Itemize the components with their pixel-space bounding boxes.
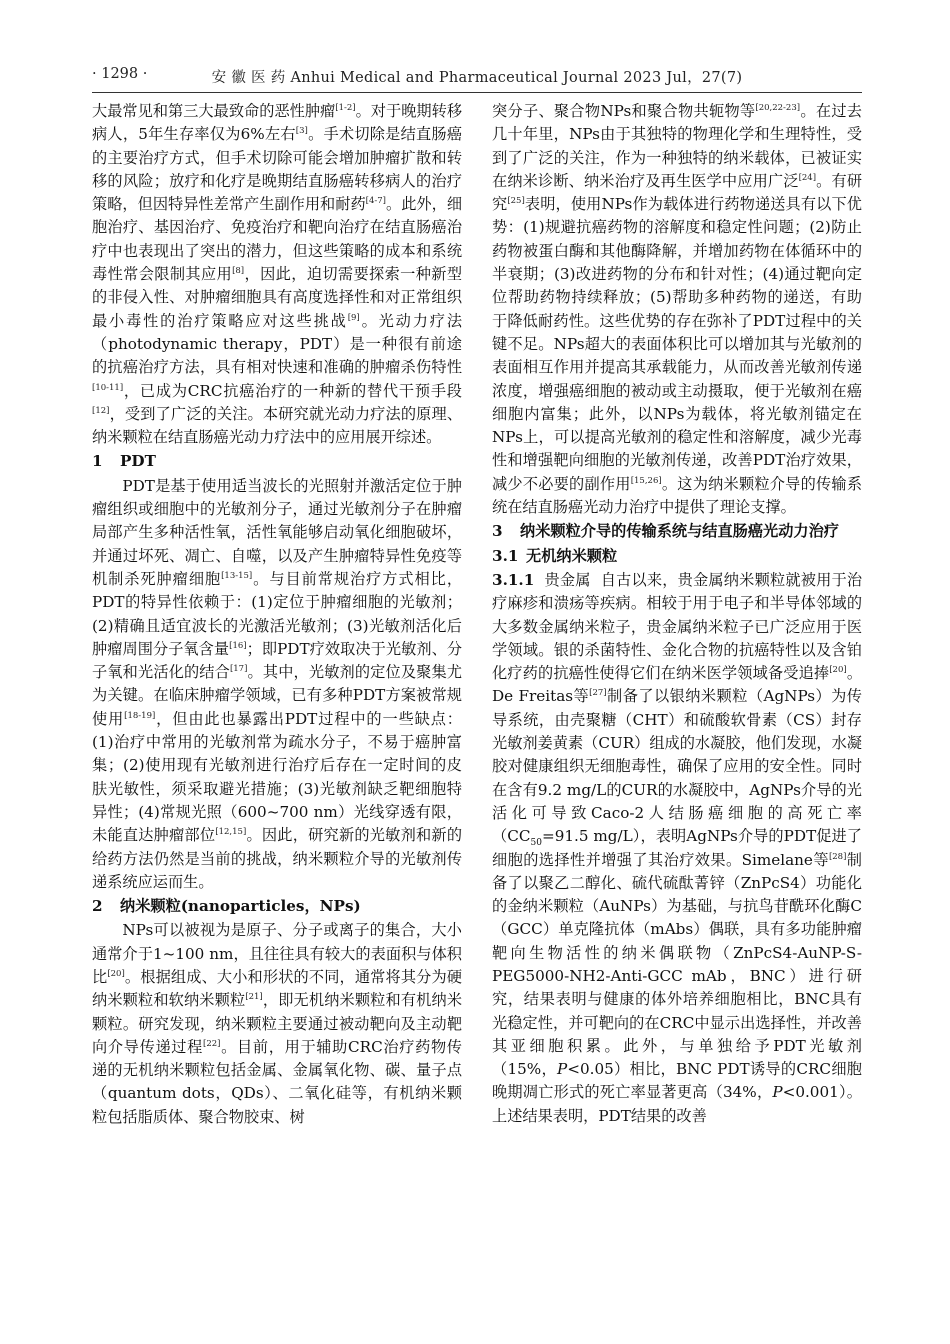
citation: [4-7]: [365, 196, 386, 207]
text-run: 。与目前常规治疗方式相比，PDT的特异性依赖于：(1)定位于肿瘤细胞的光敏剂；(2)精确且适宜波长的光激活光敏剂；(3)光敏剂活化后肿瘤周围分子氧含量: [92, 569, 463, 658]
section-heading-3: [492, 520, 862, 543]
text-run: 。这为纳米颗粒介导的传输系统在结直肠癌光动力治疗中提供了理论支撑。: [492, 474, 863, 517]
citation: [20]: [107, 968, 125, 979]
left-column: [92, 100, 462, 1129]
citation: [13-15]: [221, 570, 253, 581]
italic-symbol: P: [557, 1060, 568, 1079]
journal-title: 安 徽 医 药 Anhui Medical and Pharmaceutical Journal 2023 Jul，27(7): [211, 70, 743, 86]
text-run: 大最常见和第三大最致命的恶性肿瘤: [92, 102, 336, 120]
text-run: 。有研究: [492, 171, 862, 214]
text-run: ，受到了广泛的关注。本研究就光动力疗法的原理、纳米颗粒在结直肠癌光动力疗法中的应用展开综述。: [92, 404, 462, 447]
intro-paragraph: [92, 100, 462, 449]
citation: [18-19]: [124, 710, 156, 721]
noble-metal-text: [492, 571, 862, 1125]
text-run: ，即无机纳米颗粒和有机纳米颗粒。研究发现，纳米颗粒主要通过被动靶向及主动靶向介导传递过程: [92, 991, 462, 1056]
italic-symbol: P: [772, 1083, 783, 1102]
citation: [12]: [92, 405, 110, 416]
text-run: 。此外，细胞治疗、基因治疗、免疫治疗和靶向治疗在结直肠癌治疗中也表现出了突出的潜力，但这些策略的成本和系统毒性常会限制其应用: [92, 195, 462, 284]
text-run: PDT是基于使用适当波长的光照射并激活定位于肿瘤组织或细胞中的光敏剂分子，通过光敏剂分子在肿瘤局部产生多种活性氧，活性氧能够启动氧化细胞破坏，并通过坏死、凋亡、自噬，以及产生肿瘤特异性免疫等机制杀死肿瘤细胞: [92, 476, 462, 588]
pdt-paragraph: [92, 475, 462, 894]
citation: [27]: [589, 688, 607, 699]
nanoparticle-paragraph: [92, 919, 462, 1129]
text-run: ，但由此也暴露出PDT过程中的一些缺点：(1)治疗中常用的光敏剂常为疏水分子，不易于癌肿富集；(2)使用现有光敏剂进行治疗后存在一定时间的皮肤光敏性，须采取避光措施；(3)光敏剂缺乏靶细胞特异性；(4)常规光照（600~700 nm）光线穿透有限，未能直达肿瘤部位: [92, 709, 462, 845]
text-run: 突分子、聚合物NPs和聚合物共轭物等: [492, 102, 756, 120]
running-header: [92, 64, 862, 88]
citation: [28]: [828, 851, 847, 862]
text-run: 。手术切除是结直肠癌的主要治疗方式，但手术切除可能会增加肿瘤扩散和转移的风险；放疗和化疗是晚期结直肠癌转移病人的治疗策略，但因特异性差常产生副作用和耐药: [92, 125, 463, 214]
text-run: <0.001）。上述结果表明，PDT结果的改善: [492, 1083, 862, 1125]
text-run: ，因此，迫切需要探索一种新型的非侵入性、对肿瘤细胞具有高度选择性和对正常组织最小毒性的治疗策略应对这些挑战: [92, 265, 463, 330]
citation: [21]: [245, 992, 263, 1003]
text-run: ，已成为CRC抗癌治疗的一种新的替代干预手段: [123, 381, 462, 400]
text-run: 。光动力疗法（photodynamic therapy，PDT）是一种很有前途的抗癌治疗方法，具有相对快速和准确的肿瘤杀伤特性: [92, 311, 463, 377]
subsection-title: 无机纳米颗粒: [526, 546, 618, 565]
citation: [1-2]: [335, 102, 356, 113]
citation: [25]: [507, 196, 525, 207]
text-run: 自古以来，贵金属纳米颗粒就被用于治疗麻疹和溃疡等疾病。相较于用于电子和半导体邻域的大多数金属纳米粒子，贵金属纳米粒子已广泛应用于医学领域。银的杀菌特性、金化合物的抗癌特性以及含铂化疗药的抗癌性使得它们在纳米医学领域备受追捧: [492, 570, 863, 683]
citation: [8]: [232, 266, 245, 277]
subsection-number: 3.1: [492, 546, 519, 565]
subsection-heading-3-1: [492, 545, 862, 568]
text-run: 制备了以聚乙二醇化、硫代硫酞菁锌（ZnPcS4）功能化的金纳米颗粒（AuNPs）为基础，与抗鸟苷酰环化酶C（GCC）单克隆抗体（mAbs）偶联，具有多功能肿瘤靶向生物活性的纳米偶联物（ZnPcS4-AuNP-S-PEG5000-NH2-Anti-GCC mAb，BNC）进行研究，结果表明与健康的体外培养细胞相比，BNC具有光稳定性，并可靶向的在CRC中显示出选择性，并改善其亚细胞积累。此外，与单独给予PDT光敏剂（15%，: [492, 850, 862, 1079]
section-title: 纳米颗粒介导的传输系统与结直肠癌光动力治疗: [520, 522, 839, 541]
page-number: · 1298 ·: [92, 66, 148, 82]
text-run: 。对于晚期转移病人，5年生存率仅为6%左右: [92, 102, 462, 144]
citation: [3]: [295, 126, 308, 137]
citation: [24]: [798, 172, 817, 183]
section-heading-1: [92, 450, 462, 473]
citation: [20]: [829, 665, 847, 676]
citation: [10-11]: [92, 382, 124, 393]
citation: [9]: [347, 312, 360, 323]
text-run: <0.05）相比，BNC PDT诱导的CRC细胞晚期凋亡形式的死亡率显著更高（34%，: [492, 1060, 862, 1102]
citation: [15,26]: [630, 475, 662, 486]
right-column: [492, 100, 862, 1128]
citation: [20,22-23]: [755, 102, 801, 113]
text-run: 。在过去几十年里，NPs由于其独特的物理化学和生理特性，受到了广泛的关注，作为一种独特的纳米载体，已被证实在纳米诊断、纳米治疗及再生医学中应用广泛: [492, 102, 862, 190]
section-title: PDT: [120, 452, 156, 471]
text-run: 制备了以银纳米颗粒（AgNPs）为传导系统，由壳聚糖（CHT）和硫酸软骨素（CS）封存光敏剂姜黄素（CUR）组成的水凝胶，他们发现，水凝胶对健康组织无细胞毒性，确保了应用的安全性。同时在含有9.2 mg/L的CUR的水凝胶中，AgNPs介导的光活化可导致Caco-2人结肠癌细胞的高死亡率（CC: [492, 687, 862, 846]
citation: [17]: [229, 664, 248, 675]
text-run: 。De Freitas等: [492, 664, 862, 706]
text-run: 表明，使用NPs作为载体进行药物递送具有以下优势：(1)规避抗癌药物的溶解度和稳定性问题；(2)防止药物被蛋白酶和其他酶降解，并增加药物在体循环中的半衰期；(3)改进药物的分布和针对性；(4)通过靶向定位帮助药物持续释放；(5)帮助多种药物的递送，有助于降低耐药性。这些优势的存在弥补了PDT过程中的关键不足。NPs超大的表面体积比可以增加其与光敏剂的表面相互作用并提高其承载能力，从而改善光敏剂传递浓度，增强癌细胞的被动或主动摄取，便于光敏剂在癌细胞内富集；此外，以NPs为载体，将光敏剂锚定在NPs上，可以提高光敏剂的稳定性和溶解度，减少光毒性和增强靶向细胞的光敏剂传递，改善PDT治疗效果，减少不必要的副作用: [492, 195, 862, 493]
section-number: 1: [92, 452, 103, 471]
text-run: NPs可以被视为是原子、分子或离子的集合，大小通常介于1~100 nm，且往往具有较大的表面积与体积比: [92, 921, 462, 986]
section-heading-2: [92, 895, 462, 918]
section-title: 纳米颗粒(nanoparticles，NPs): [120, 897, 361, 916]
section-number: 3: [492, 522, 503, 541]
text-run: 。目前，用于辅助CRC治疗药物传递的无机纳米颗粒包括金属、金属氧化物、碳、量子点（quantum dots，QDs）、二氧化硅等，有机纳米颗粒包括脂质体、聚合物胶束、树: [92, 1037, 462, 1126]
section-number: 2: [92, 897, 103, 916]
text-run: 。因此，研究新的光敏剂和新的给药方法仍然是当前的挑战，纳米颗粒介导的光敏剂传递系统应运而生。: [92, 826, 463, 891]
continued-paragraph: [492, 100, 862, 519]
citation: [16]: [229, 640, 247, 651]
subscript: 50: [530, 838, 542, 849]
text-run: ；即PDT疗效取决于光敏剂、分子氧和光活化的结合: [92, 639, 463, 682]
subsubsection-title: 贵金属: [544, 570, 591, 589]
citation: [22]: [203, 1038, 221, 1049]
citation: [12,15]: [215, 827, 247, 838]
text-run: 。根据组成、大小和形状的不同，通常将其分为硬纳米颗粒和软纳米颗粒: [92, 967, 462, 1010]
header-rule: [92, 92, 862, 93]
subsubsection-number: 3.1.1: [492, 570, 535, 589]
noble-metal-paragraph: [492, 569, 862, 1128]
text-run: 。其中，光敏剂的定位及聚集尤为关键。在临床肿瘤学领域，已有多种PDT方案被常规使用: [92, 663, 462, 728]
text-run: =91.5 mg/L），表明AgNPs介导的PDT促进了细胞的选择性并增强了其治疗效果。Simelane等: [492, 827, 862, 869]
